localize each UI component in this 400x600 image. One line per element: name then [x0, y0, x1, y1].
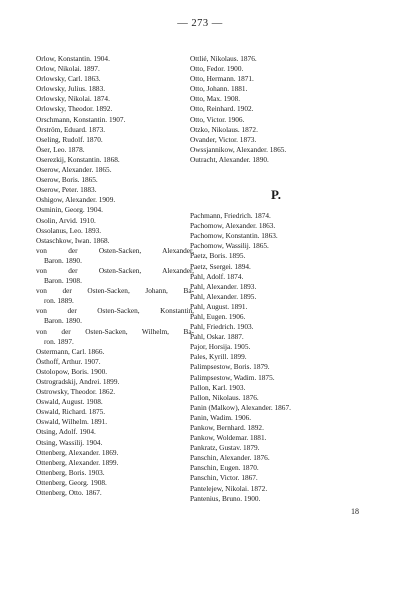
- index-entry: Pankow, Woldemar. 1881.: [190, 433, 267, 443]
- index-entry: Panin, Wadim. 1906.: [190, 412, 252, 422]
- index-entry: Pantenius, Bruno. 1900.: [190, 493, 261, 503]
- index-entry: Pales, Kyrill. 1899.: [190, 352, 247, 362]
- index-entry: Ossolanus, Leo. 1893.: [36, 225, 102, 235]
- index-entry: Baron. 1890.: [44, 316, 82, 326]
- index-entry: Pachmann, Friedrich. 1874.: [190, 211, 271, 221]
- section-letter: P.: [271, 187, 281, 203]
- index-entry: Baron. 1908.: [44, 276, 82, 286]
- index-entry: von der Osten-Sacken, Johann, Ba-: [36, 286, 194, 296]
- index-entry: Orlow, Nikolai. 1897.: [36, 64, 100, 74]
- index-entry: Ostrogradskij, Andrei. 1899.: [36, 377, 120, 386]
- index-entry: Otto, Fedor. 1900.: [190, 64, 244, 74]
- index-entry: Pachomow, Alexander. 1863.: [190, 221, 276, 231]
- index-entry: Otsing, Wassilij. 1904.: [36, 437, 103, 447]
- index-entry: Otto, Max. 1908.: [190, 94, 241, 104]
- index-entry: Örström, Eduard. 1873.: [36, 124, 106, 134]
- index-entry: Ottlié, Nikolaus. 1876.: [190, 54, 257, 63]
- right-column-p-entries: [190, 211, 362, 504]
- index-entry: Pallon, Nikolaus. 1876.: [190, 392, 259, 402]
- index-entry: Pankratz, Gustav. 1879.: [190, 443, 260, 453]
- index-entry: Orlow, Konstantin. 1904.: [36, 54, 110, 63]
- index-entry: Ostrowsky, Theodor. 1862.: [36, 387, 116, 397]
- right-column: [190, 54, 362, 504]
- index-entry: Oserow, Alexander. 1865.: [36, 165, 112, 175]
- index-entry: Ovander, Victor. 1873.: [190, 134, 257, 144]
- index-entry: Pahl, Eugen. 1906.: [190, 311, 246, 321]
- page-number: — 273 —: [177, 18, 223, 29]
- index-entry: ron. 1889.: [44, 296, 74, 306]
- index-entry: von der Osten-Sacken, Wilhelm, Ba-: [36, 326, 194, 336]
- index-entry: von der Osten-Sacken, Alexander,: [36, 245, 194, 255]
- left-column: [36, 54, 194, 498]
- index-entry: Outracht, Alexander. 1890.: [190, 154, 269, 164]
- index-entry: Baron. 1890.: [44, 255, 82, 265]
- index-entry: Pachomow, Konstantin. 1863.: [190, 231, 278, 241]
- index-entry: Pahl, Alexander. 1895.: [190, 291, 257, 301]
- index-entry: Otto, Victor. 1906.: [190, 114, 245, 124]
- index-entry: Oserow, Boris. 1865.: [36, 175, 98, 185]
- index-entry: Owssjannikow, Alexander. 1865.: [190, 144, 287, 154]
- index-entry: Pahl, Adolf. 1874.: [190, 271, 244, 281]
- index-entry: Oserezkij, Konstantin. 1868.: [36, 154, 120, 164]
- index-entry: Pahl, Oskar. 1887.: [190, 332, 244, 342]
- right-column-o-entries: [190, 54, 362, 165]
- index-entry: Orlowsky, Julius. 1883.: [36, 84, 106, 94]
- index-entry: Otsing, Adolf. 1904.: [36, 427, 96, 437]
- index-entry: Oswald, Richard. 1875.: [36, 407, 106, 417]
- index-entry: von der Osten-Sacken, Alexander,: [36, 265, 194, 275]
- index-entry: Otto, Reinhard. 1902.: [190, 104, 254, 114]
- index-entry: ron. 1897.: [44, 336, 74, 346]
- index-entry: Panin (Malkow), Alexander. 1867.: [190, 402, 291, 412]
- index-entry: Panschin, Alexander. 1876.: [190, 453, 270, 463]
- index-entry: Pahl, Alexander. 1893.: [190, 281, 257, 291]
- index-entry: Orlowsky, Carl. 1863.: [36, 74, 101, 84]
- index-entry: Ostermann, Carl. 1866.: [36, 346, 105, 356]
- index-entry: Otto, Johann. 1881.: [190, 84, 248, 94]
- printer-signature: 18: [351, 507, 359, 516]
- index-entry: Ottenberg, Georg. 1908.: [36, 477, 107, 487]
- index-entry: Pantelejew, Nikolai. 1872.: [190, 483, 268, 493]
- index-entry: Orlowsky, Nikolai. 1874.: [36, 94, 110, 104]
- index-entry: Palimpsestow, Wadim. 1875.: [190, 372, 275, 382]
- index-entry: Oserow, Peter. 1883.: [36, 185, 97, 195]
- index-entry: Orschmann, Konstantin. 1907.: [36, 114, 126, 124]
- index-entry: Osminin, Georg. 1904.: [36, 205, 103, 215]
- index-entry: Panschin, Eugen. 1870.: [190, 463, 259, 473]
- index-entry: Pallon, Karl. 1903.: [190, 382, 246, 392]
- index-entry: Pajor, Horsija. 1905.: [190, 342, 251, 352]
- index-entry: Panschin, Victor. 1867.: [190, 473, 258, 483]
- index-entry: Paetz, Ssergei. 1894.: [190, 261, 251, 271]
- index-entry: Paetz, Boris. 1895.: [190, 251, 246, 261]
- index-entry: Östhoff, Arthur. 1907.: [36, 356, 101, 366]
- index-entry: Ostolopow, Boris. 1900.: [36, 366, 108, 376]
- index-entry: Oswald, August. 1908.: [36, 397, 103, 407]
- index-entry: Ottenberg, Alexander. 1899.: [36, 457, 119, 467]
- index-entry: Ottenberg, Otto. 1867.: [36, 488, 102, 498]
- index-entry: von der Osten-Sacken, Konstantin,: [36, 306, 194, 316]
- index-entry: Oshigow, Alexander. 1909.: [36, 195, 116, 205]
- index-entry: Pahl, Friedrich. 1903.: [190, 322, 254, 332]
- index-entry: Orlowsky, Theodor. 1892.: [36, 104, 113, 114]
- index-entry: Oseling, Rudolf. 1870.: [36, 134, 103, 144]
- index-entry: Osolin, Arvid. 1910.: [36, 215, 96, 225]
- index-entry: Otzko, Nikolaus. 1872.: [190, 124, 258, 134]
- index-entry: Otto, Hermann. 1871.: [190, 74, 254, 84]
- index-entry: Palimpsestow, Boris. 1879.: [190, 362, 270, 372]
- index-entry: Ostaschkow, Iwan. 1868.: [36, 235, 110, 245]
- index-entry: Oswald, Wilhelm. 1891.: [36, 417, 108, 427]
- index-entry: Ottenberg, Boris. 1903.: [36, 467, 105, 477]
- index-entry: Öser, Leo. 1878.: [36, 144, 85, 154]
- index-entry: Pachomow, Wassilij. 1865.: [190, 241, 269, 251]
- index-entry: Ottenberg, Alexander. 1869.: [36, 447, 119, 457]
- index-entry: Pahl, August. 1891.: [190, 301, 248, 311]
- index-entry: Pankow, Bernhard. 1892.: [190, 423, 264, 432]
